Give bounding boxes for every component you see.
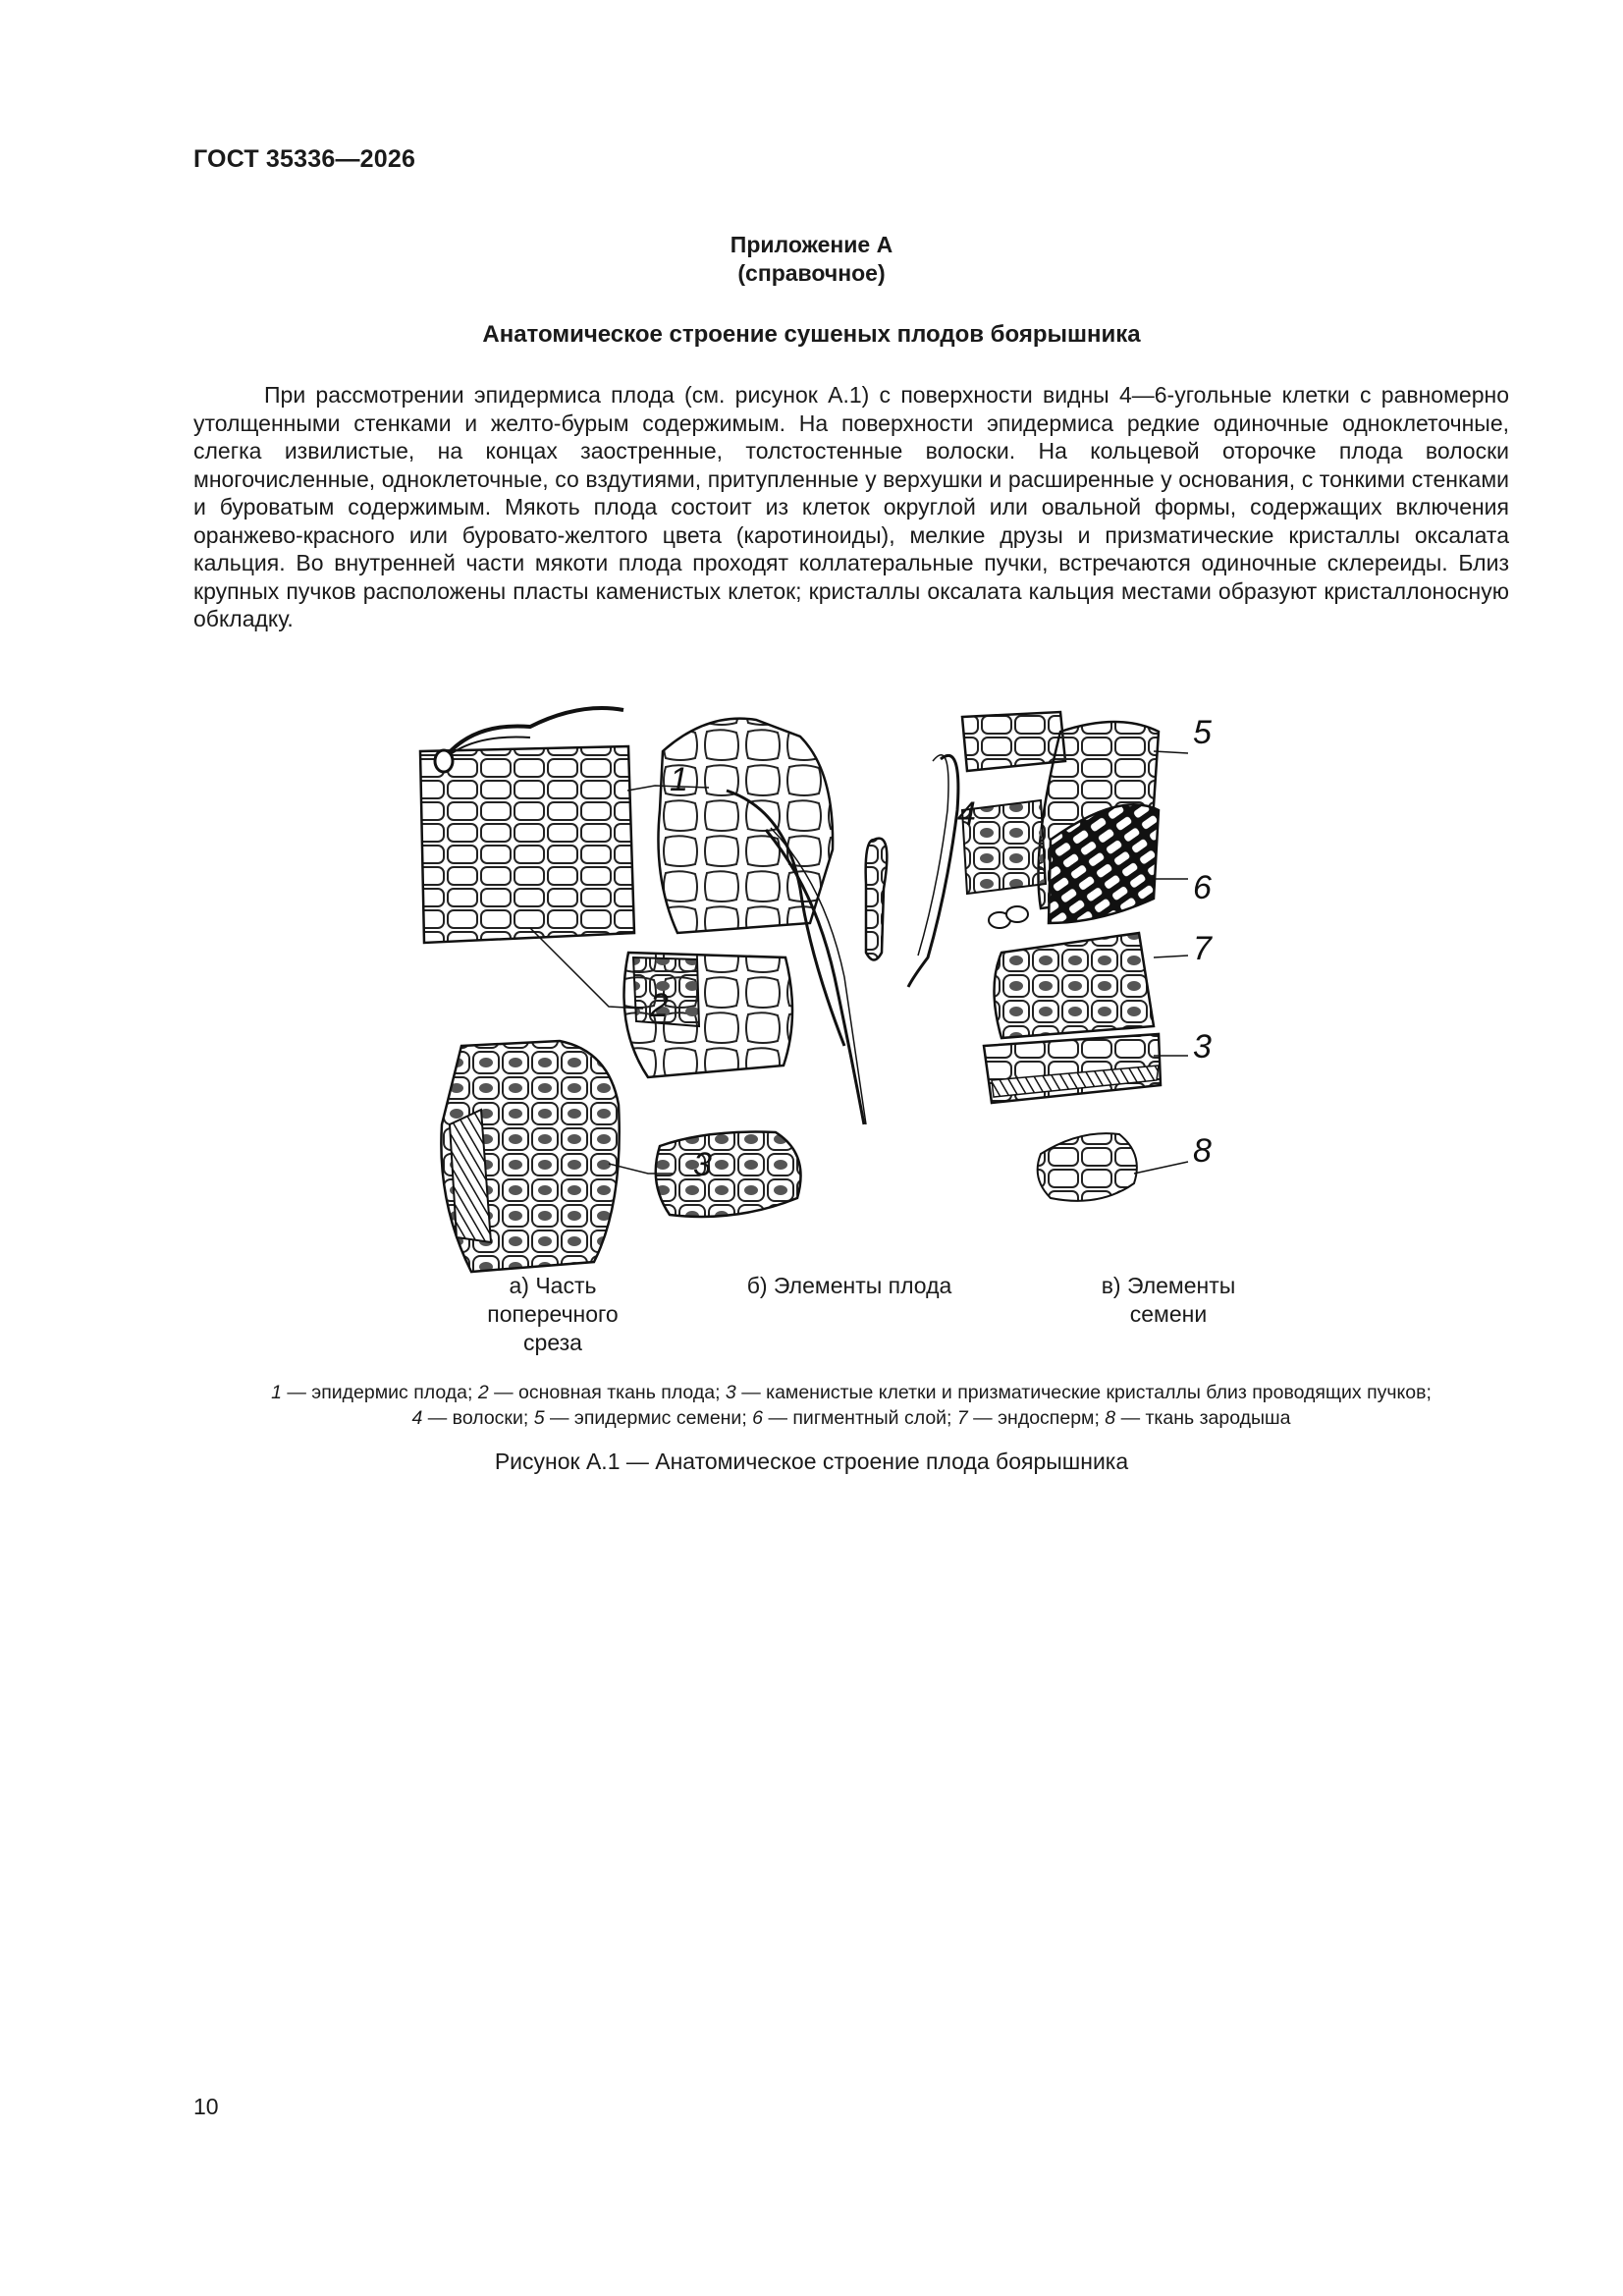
figure-anatomy-drawing: [412, 692, 1296, 1370]
figure-label-b: б) Элементы плода: [746, 1273, 952, 1298]
endosperm-piece: [995, 933, 1155, 1038]
ground-tissue-piece: [658, 719, 833, 933]
stone-cells-piece: [656, 1132, 801, 1217]
annex-subtitle: (справочное): [737, 260, 886, 286]
callout-4: 4: [957, 795, 976, 833]
seed-epidermis-piece: [962, 712, 1065, 771]
figure-label-c: в) Элементы семени: [1101, 1273, 1236, 1327]
callout-6: 6: [1193, 869, 1212, 906]
annex-title: Приложение А: [730, 232, 893, 257]
callout-2: 2: [650, 987, 669, 1024]
callout-3-seed: 3: [1193, 1028, 1212, 1066]
document-header-standard-id: ГОСТ 35336—2026: [193, 145, 416, 173]
annex-heading: [0, 231, 1623, 288]
section-title: Анатомическое строение сушеных плодов боярышника: [482, 321, 1141, 348]
callout-3-fruit: 3: [693, 1146, 712, 1183]
callout-5: 5: [1193, 714, 1212, 751]
hair-bulging: [866, 839, 888, 960]
figure-caption: Рисунок А.1 — Анатомическое строение плода боярышника: [494, 1449, 1129, 1474]
figure-legend: 1 — эпидермис плода; 2 — основная ткань плода; 3 — каменистые клетки и призматические кристаллы близ проводящих пучков; 4 — волоски; 5 — эпидермис семени; 6 — пигментный слой; 7 — эндосперм; 8 — ткань зародыша: [271, 1382, 1432, 1429]
body-paragraph: При рассмотрении эпидермиса плода (см. рисунок А.1) с поверхности видны 4—6-угольные клетки с равномерно утолщенными стенками и желто-бурым содержимым. На поверхности эпидермиса редкие одиночные одноклеточные, слегка извилистые, на концах заостренные, толстостенные волоски. На кольцевой оторочке плода волоски многочисленные, одноклеточные, со вздутиями, притупленные у верхушки и расширенные у основания, с тонкими стенками и буроватым содержимым. Мякоть плода состоит из клеток округлой или овальной формы, содержащих включения оранжево-красного или буровато-желтого цвета (каротиноиды), мелкие друзы и призматические кристаллы оксалата кальция. Во внутренней части мякоти плода проходят коллатеральные пучки, встречаются одиночные склереиды. Близ крупных пучков расположены пласты каменистых клеток; кристаллы оксалата кальция местами образуют кристаллоносную обкладку.: [193, 382, 1509, 631]
figure-label-a: а) Часть поперечного среза: [487, 1273, 619, 1355]
callout-7: 7: [1193, 930, 1212, 967]
callout-1: 1: [670, 761, 688, 798]
epidermis-fruit-piece: [420, 746, 634, 943]
embryo-tissue-piece: [1038, 1133, 1137, 1201]
anatomy-illustration: [412, 692, 1296, 1370]
page-number: 10: [193, 2094, 219, 2119]
callout-8: 8: [1193, 1132, 1212, 1170]
hair-tortuous: [908, 755, 958, 987]
